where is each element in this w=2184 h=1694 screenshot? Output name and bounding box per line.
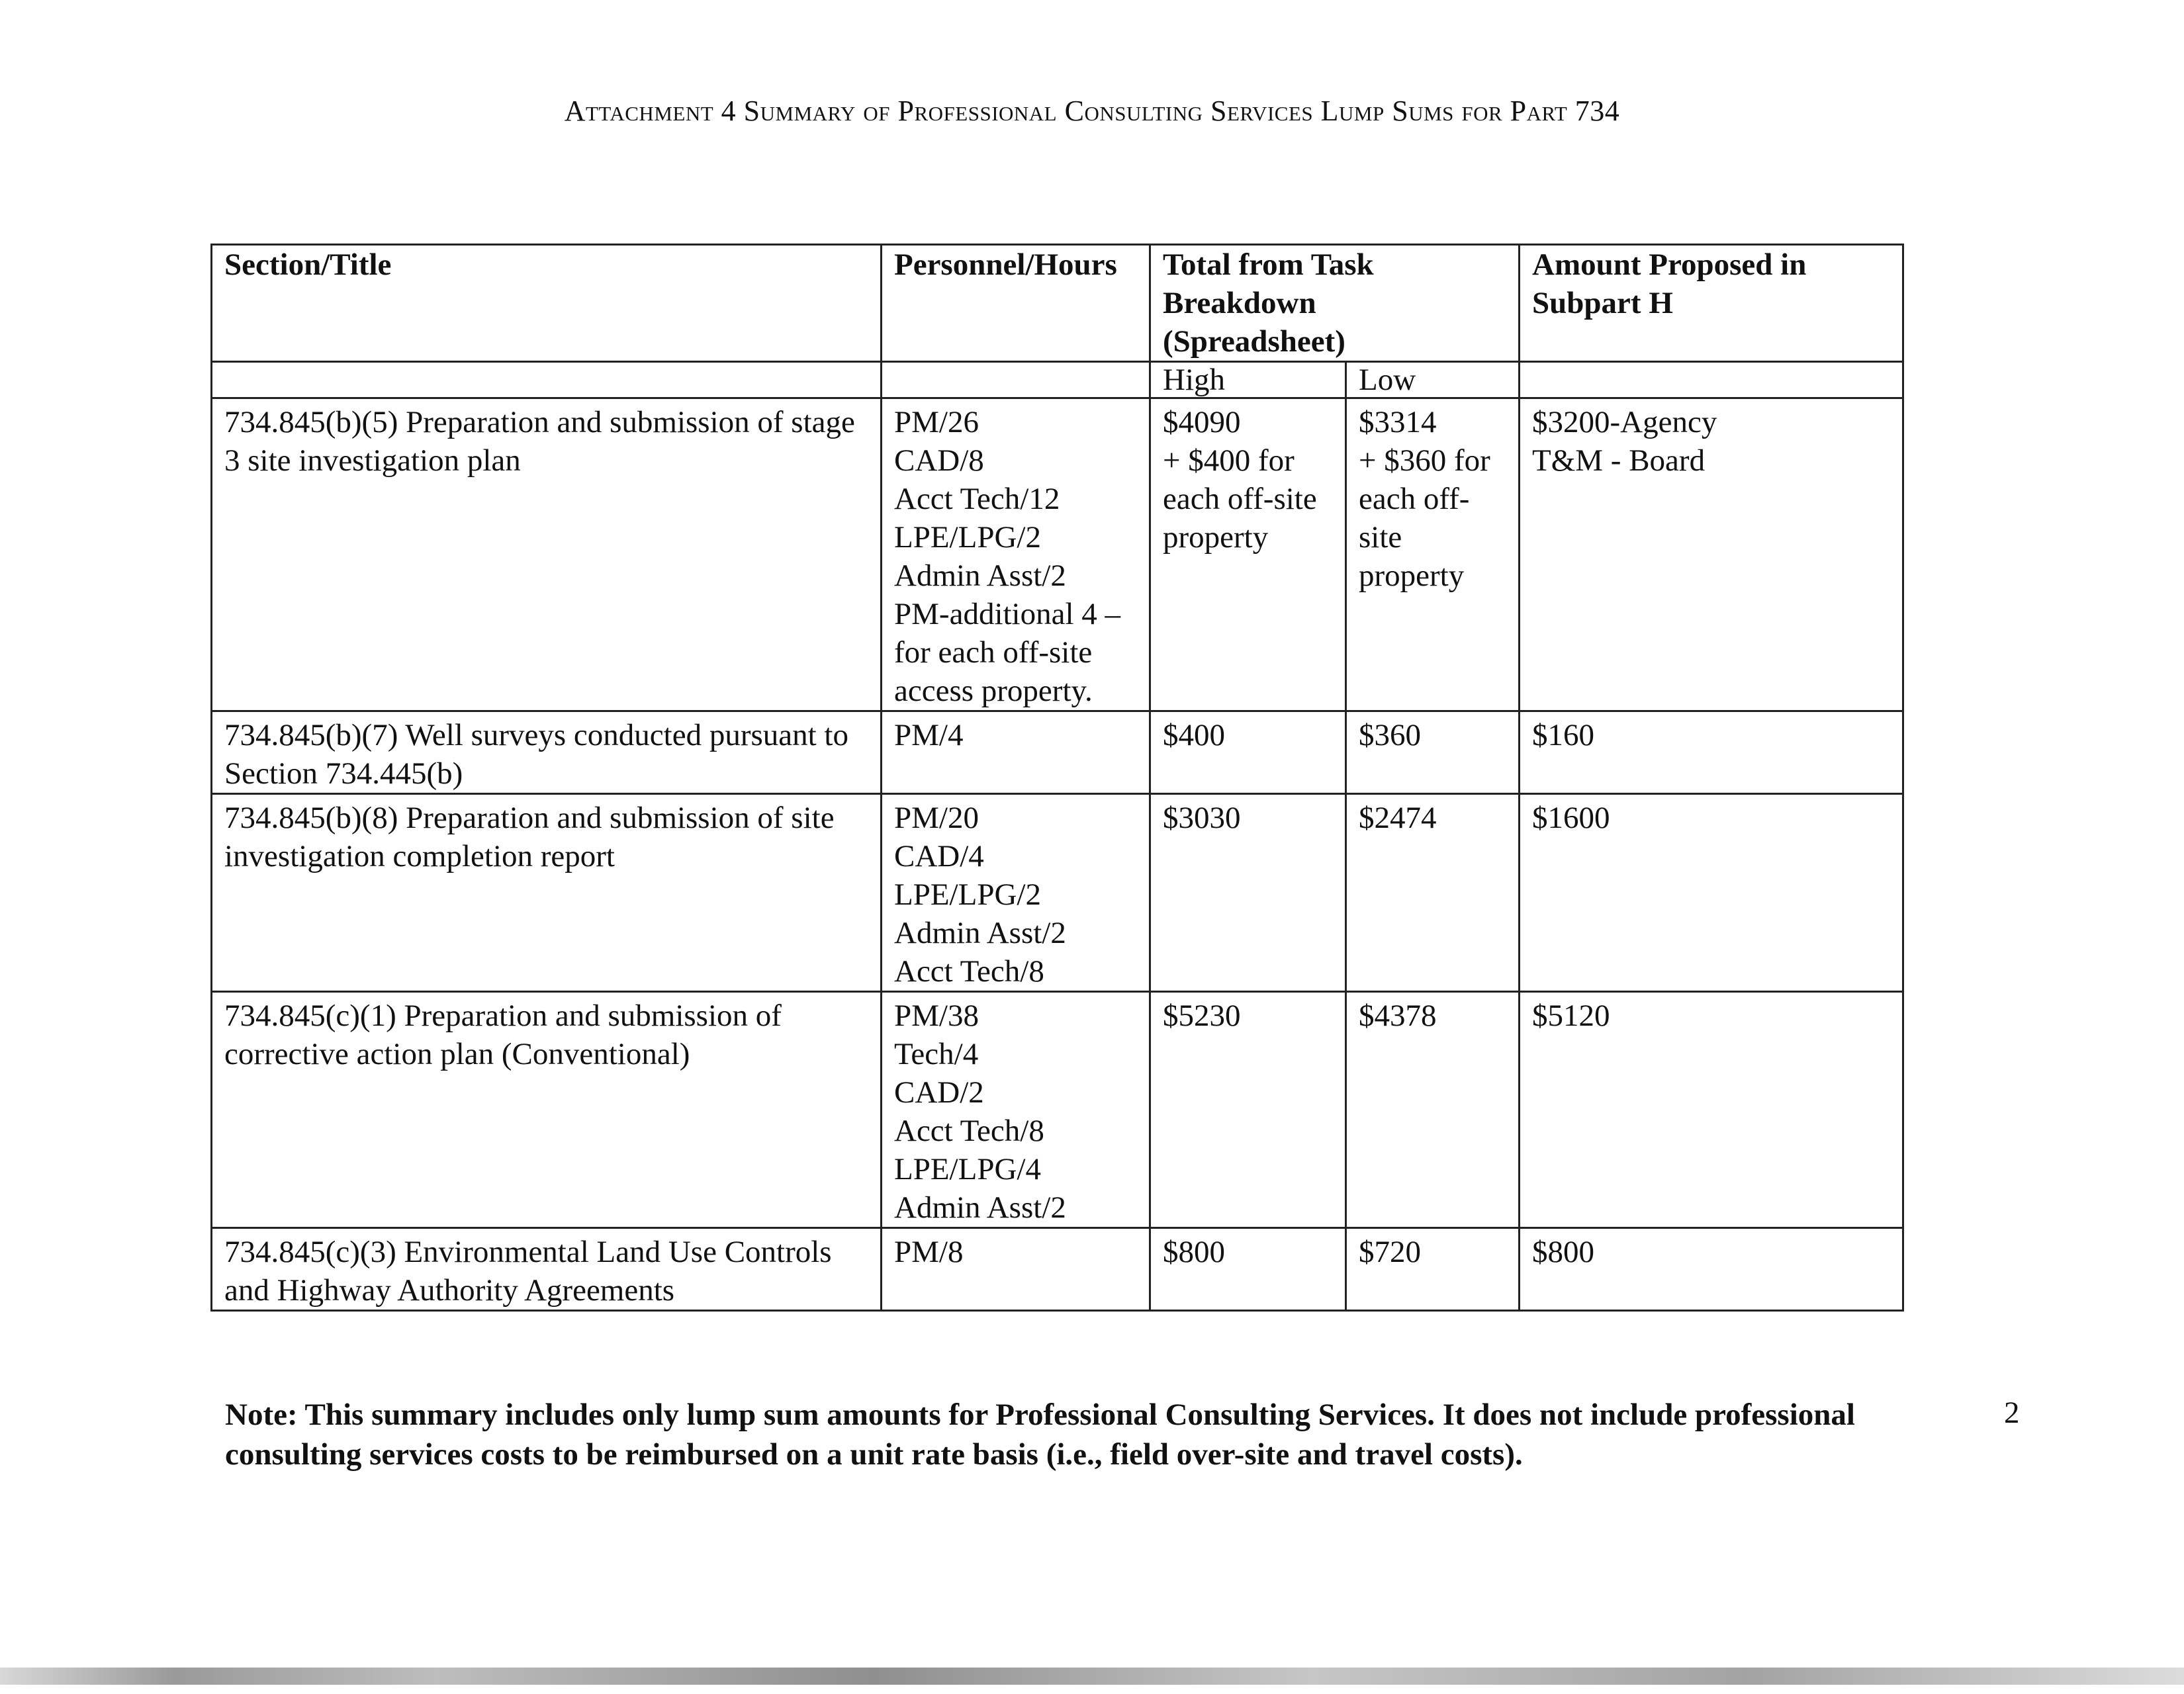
page-number: 2 <box>2004 1396 2020 1430</box>
table-row <box>212 794 1903 992</box>
cell-high: $3030 <box>1150 794 1346 992</box>
cell-low: $720 <box>1346 1228 1520 1311</box>
cell-section: 734.845(c)(1) Preparation and submission of corrective action plan (Conventional) <box>212 992 882 1228</box>
cell-amount: $1600 <box>1520 794 1903 992</box>
table-row <box>212 711 1903 794</box>
table-header-row <box>212 245 1903 362</box>
header-amount-proposed: Amount Proposed in Subpart H <box>1520 245 1903 362</box>
cell-low: $4378 <box>1346 992 1520 1228</box>
header-personnel-hours: Personnel/Hours <box>882 245 1150 362</box>
cell-personnel: PM/8 <box>882 1228 1150 1311</box>
cell-section: 734.845(b)(5) Preparation and submission of stage 3 site investigation plan <box>212 398 882 711</box>
table-row <box>212 1228 1903 1311</box>
cell-personnel: PM/38 Tech/4 CAD/2 Acct Tech/8 LPE/LPG/4 Admin Asst/2 <box>882 992 1150 1228</box>
scan-edge-strip <box>0 1668 2184 1685</box>
cell-low: $2474 <box>1346 794 1520 992</box>
cell-amount: $3200-Agency T&M - Board <box>1520 398 1903 711</box>
cell-high: $800 <box>1150 1228 1346 1311</box>
cell-high: $400 <box>1150 711 1346 794</box>
cell-amount: $800 <box>1520 1228 1903 1311</box>
cell-high: $4090 + $400 for each off-site property <box>1150 398 1346 711</box>
table-row <box>212 398 1903 711</box>
cell-personnel: PM/20 CAD/4 LPE/LPG/2 Admin Asst/2 Acct Tech/8 <box>882 794 1150 992</box>
cell-low: $3314 + $360 for each off-site property <box>1346 398 1520 711</box>
subheader-high: High <box>1150 362 1346 398</box>
cell-low: $360 <box>1346 711 1520 794</box>
lump-sum-table <box>210 244 1904 1312</box>
page-title: Attachment 4 Summary of Professional Consulting Services Lump Sums for Part 734 <box>564 95 1620 127</box>
cell-section: 734.845(b)(7) Well surveys conducted pursuant to Section 734.445(b) <box>212 711 882 794</box>
table-subheader-row <box>212 362 1903 398</box>
footnote: Note: This summary includes only lump sum amounts for Professional Consulting Services. It does not include professional consulting services costs to be reimbursed on a unit rate basis (i.e., field over-site and travel costs). <box>225 1398 1855 1472</box>
cell-section: 734.845(c)(3) Environmental Land Use Controls and Highway Authority Agreements <box>212 1228 882 1311</box>
cell-section: 734.845(b)(8) Preparation and submission of site investigation completion report <box>212 794 882 992</box>
cell-personnel: PM/26 CAD/8 Acct Tech/12 LPE/LPG/2 Admin Asst/2 PM-additional 4 – for each off-site access property. <box>882 398 1150 711</box>
subheader-low: Low <box>1346 362 1520 398</box>
cell-personnel: PM/4 <box>882 711 1150 794</box>
cell-high: $5230 <box>1150 992 1346 1228</box>
subheader-empty-amount <box>1520 362 1903 398</box>
table-row <box>212 992 1903 1228</box>
subheader-empty-section <box>212 362 882 398</box>
cell-amount: $5120 <box>1520 992 1903 1228</box>
header-total-task-breakdown: Total from Task Breakdown (Spreadsheet) <box>1150 245 1520 362</box>
subheader-empty-personnel <box>882 362 1150 398</box>
header-section-title: Section/Title <box>212 245 882 362</box>
cell-amount: $160 <box>1520 711 1903 794</box>
